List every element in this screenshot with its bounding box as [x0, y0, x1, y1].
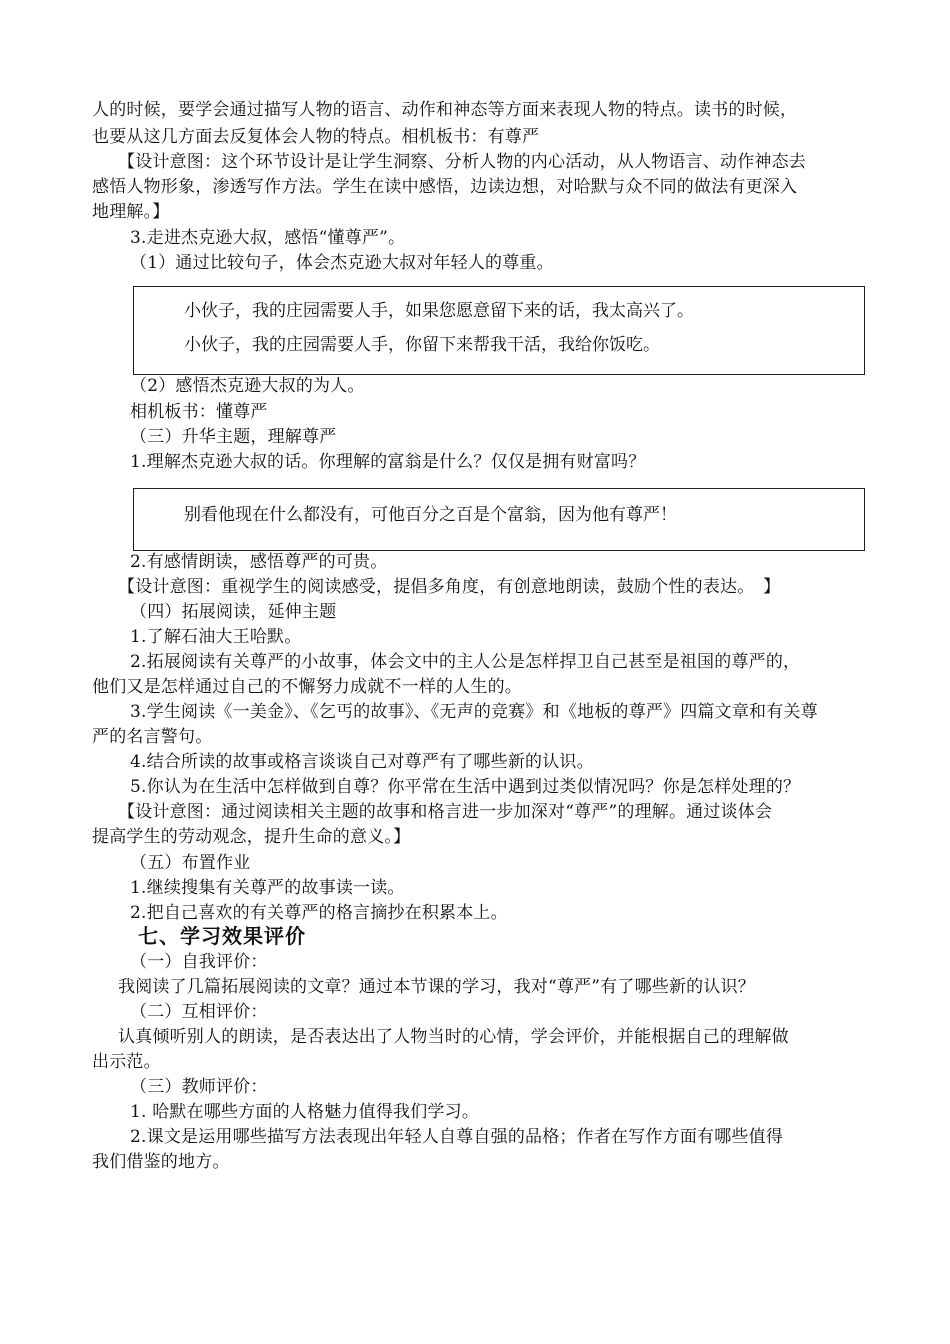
sub-step: （2）感悟杰克逊大叔的为人。 — [130, 376, 365, 396]
paragraph-line: 出示范。 — [92, 1052, 161, 1072]
sentence-comparison-box — [133, 286, 865, 375]
step-heading: 1.理解杰克逊大叔的话。你理解的富翁是什么？仅仅是拥有财富吗？ — [130, 452, 646, 472]
step-heading: 1.了解石油大王哈默。 — [130, 627, 302, 647]
sub-step: （1）通过比较句子，体会杰克逊大叔对年轻人的尊重。 — [130, 253, 554, 273]
step-heading: 4.结合所读的故事或格言谈谈自己对尊严有了哪些新的认识。 — [130, 752, 594, 772]
step-heading: 2.课文是运用哪些描写方法表现出年轻人自尊自强的品格；作者在写作方面有哪些值得 — [130, 1127, 784, 1147]
paragraph-line: 人的时候，要学会通过描写人物的语言、动作和神态等方面来表现人物的特点。读书的时候， — [92, 100, 798, 120]
paragraph-line: 他们又是怎样通过自己的不懈努力成就不一样的人生的。 — [92, 677, 522, 697]
paragraph-line: 严的名言警句。 — [92, 727, 213, 747]
step-heading: 2.拓展阅读有关尊严的小故事，体会文中的主人公是怎样捍卫自己甚至是祖国的尊严的， — [130, 652, 801, 672]
step-heading: 2.有感情朗读，感悟尊严的可贵。 — [130, 552, 388, 572]
design-intent-line: 【设计意图：这个环节设计是让学生洞察、分析人物的内心活动，从人物语言、动作神态去 — [118, 152, 806, 172]
quote-sentence: 小伙子，我的庄园需要人手，如果您愿意留下来的话，我太高兴了。 — [184, 301, 694, 321]
section-heading: （三）升华主题，理解尊严 — [130, 427, 337, 447]
quote-box — [133, 488, 865, 551]
paragraph-line: 我们借鉴的地方。 — [92, 1152, 230, 1172]
design-intent-line: 【设计意图：通过阅读相关主题的故事和格言进一步加深对“尊严”的理解。通过谈体会 — [118, 802, 773, 822]
quote-sentence: 别看他现在什么都没有，可他百分之百是个富翁，因为他有尊严！ — [184, 505, 677, 525]
paragraph-line: 我阅读了几篇拓展阅读的文章？通过本节课的学习，我对“尊严”有了哪些新的认识？ — [118, 977, 755, 997]
step-heading: 3.学生阅读《一美金》、《乞丐的故事》、《无声的竞赛》和《地板的尊严》四篇文章和有关尊 — [130, 702, 818, 722]
step-heading: 2.把自己喜欢的有关尊严的格言摘抄在积累本上。 — [130, 903, 508, 923]
board-note: 相机板书：懂尊严 — [130, 402, 268, 422]
section-heading: （二）互相评价： — [130, 1002, 268, 1022]
step-heading: 1. 哈默在哪些方面的人格魅力值得我们学习。 — [130, 1102, 480, 1122]
design-intent-line: 【设计意图：重视学生的阅读感受，提倡多角度，有创意地朗读，鼓励个性的表达。 】 — [118, 577, 781, 597]
step-heading: 1.继续搜集有关尊严的故事读一读。 — [130, 878, 405, 898]
chapter-heading: 七、学习效果评价 — [138, 924, 306, 948]
design-intent-line: 提高学生的劳动观念，提升生命的意义。】 — [92, 827, 411, 847]
section-heading: （四）拓展阅读，延伸主题 — [130, 602, 337, 622]
paragraph-line: 也要从这几方面去反复体会人物的特点。相机板书：有尊严 — [92, 127, 540, 147]
step-heading: 5.你认为在生活中怎样做到自尊？你平常在生活中遇到过类似情况吗？你是怎样处理的？ — [130, 777, 801, 797]
paragraph-line: 认真倾听别人的朗读，是否表达出了人物当时的心情，学会评价，并能根据自己的理解做 — [118, 1027, 789, 1047]
section-heading: （五）布置作业 — [130, 853, 251, 873]
design-intent-line: 地理解。】 — [92, 202, 170, 222]
section-heading: （一）自我评价： — [130, 952, 268, 972]
step-heading: 3.走进杰克逊大叔，感悟“懂尊严”。 — [130, 228, 406, 248]
quote-sentence: 小伙子，我的庄园需要人手，你留下来帮我干活，我给你饭吃。 — [184, 335, 660, 355]
design-intent-line: 感悟人物形象，渗透写作方法。学生在读中感悟，边读边想，对哈默与众不同的做法有更深入 — [92, 177, 798, 197]
section-heading: （三）教师评价： — [130, 1077, 268, 1097]
